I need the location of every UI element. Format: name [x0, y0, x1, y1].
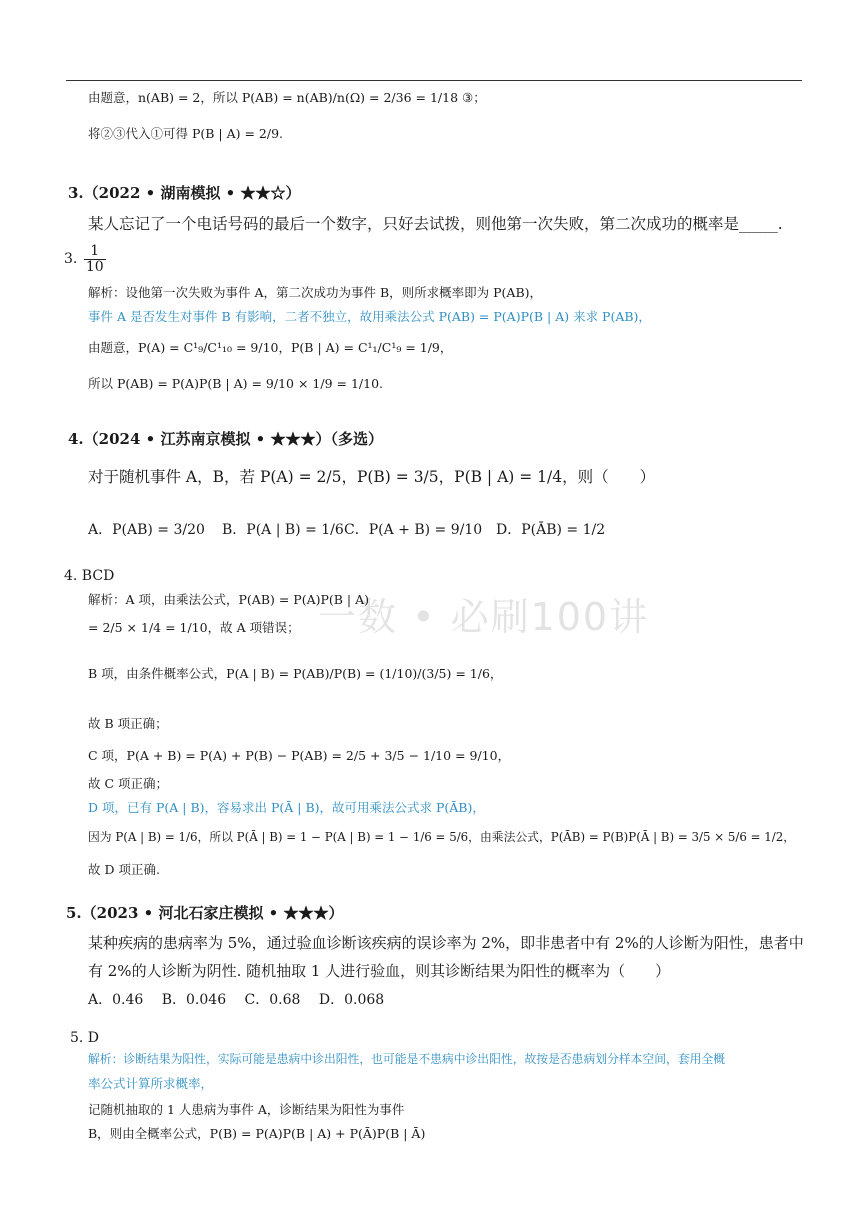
q5-options: A．0.46 B．0.046 C．0.68 D．0.068 — [88, 992, 385, 1008]
watermark: 一数 • 必刷100讲 — [318, 595, 650, 639]
q3-answer-denominator: 10 — [85, 258, 104, 275]
top-line-1: 由题意，n(AB) = 2，所以 P(AB) = n(AB)/n(Ω) = 2/36 = 1/18 ③； — [88, 90, 486, 105]
q4-sol-2: = 2/5 × 1/4 = 1/10，故 A 项错误； — [88, 620, 300, 635]
q4-sol-1: 解析：A 项，由乘法公式，P(AB) = P(A)P(B | A) — [88, 592, 370, 607]
q3-answer-no: 3. — [64, 251, 78, 268]
q4-option-a: A．P(AB) = 3/20 — [88, 522, 205, 538]
q4-sol-4: 故 B 项正确； — [88, 716, 168, 731]
q5-sol-4: B，则由全概率公式，P(B) = P(A)P(B | A) + P(Ā)P(B | Ā) — [88, 1126, 426, 1141]
q3-answer — [64, 244, 108, 274]
q4-option-d: D．P(ĀB) = 1/2 — [496, 522, 606, 538]
q4-sol-6: 故 C 项正确； — [88, 776, 169, 791]
q3-answer-numerator: 1 — [84, 244, 106, 260]
q3-sol-2: 事件 A 是否发生对事件 B 有影响，二者不独立，故用乘法公式 P(AB) = P(A)P(B | A) 来求 P(AB)， — [88, 309, 651, 324]
q4-body: 对于随机事件 A，B，若 P(A) = 2/5，P(B) = 3/5，P(B | A) = 1/4，则（ ） — [88, 468, 656, 486]
q4-answer: 4. BCD — [64, 568, 115, 584]
q5-sol-1: 解析：诊断结果为阳性，实际可能是患病中诊出阳性，也可能是不患病中诊出阳性，故按是否患病划分样本空间，套用全概 — [88, 1052, 726, 1066]
q4-sol-9: 故 D 项正确. — [88, 862, 160, 877]
q4-sol-7: D 项，已有 P(A | B)，容易求出 P(Ā | B)，故可用乘法公式求 P(ĀB)， — [88, 800, 485, 815]
header-rule — [66, 80, 802, 81]
q3-answer-fraction — [84, 244, 106, 274]
top-line-2: 将②③代入①可得 P(B | A) = 2/9. — [88, 126, 284, 141]
q4-option-b: B．P(A | B) = 1/6 — [222, 522, 344, 538]
q4-sol-3: B 项，由条件概率公式，P(A | B) = P(AB)/P(B) = (1/10)/(3/5) = 1/6， — [88, 666, 503, 681]
q5-answer: 5. D — [70, 1030, 100, 1046]
q4-header: 4.（2024 • 江苏南京模拟 • ★★★）（多选） — [68, 430, 383, 448]
q3-header: 3.（2022 • 湖南模拟 • ★★☆） — [68, 184, 301, 202]
q4-option-c: C．P(A + B) = 9/10 — [344, 522, 483, 538]
q5-header: 5.（2023 • 河北石家庄模拟 • ★★★） — [66, 904, 344, 922]
q4-sol-5: C 项，P(A + B) = P(A) + P(B) − P(AB) = 2/5 + 3/5 − 1/10 = 9/10， — [88, 748, 511, 763]
q5-body-2: 有 2%的人诊断为阴性. 随机抽取 1 人进行验血，则其诊断结果为阳性的概率为（ ） — [88, 962, 671, 980]
q3-body: 某人忘记了一个电话号码的最后一个数字，只好去试拨，则他第一次失败，第二次成功的概率是_____. — [88, 215, 783, 233]
q5-sol-3: 记随机抽取的 1 人患病为事件 A，诊断结果为阳性为事件 — [88, 1102, 405, 1117]
q3-sol-4: 所以 P(AB) = P(A)P(B | A) = 9/10 × 1/9 = 1/10. — [88, 376, 383, 391]
q3-sol-1: 解析：设他第一次失败为事件 A，第二次成功为事件 B，则所求概率即为 P(AB)， — [88, 285, 543, 300]
q3-sol-3: 由题意，P(A) = C¹₉/C¹₁₀ = 9/10，P(B | A) = C¹₁/C¹₉ = 1/9， — [88, 340, 453, 355]
q5-body-1: 某种疾病的患病率为 5%，通过验血诊断该疾病的误诊率为 2%，即非患者中有 2%的人诊断为阳性，患者中 — [88, 934, 804, 952]
q5-sol-2: 率公式计算所求概率， — [88, 1076, 214, 1091]
q4-sol-8: 因为 P(A | B) = 1/6，所以 P(Ā | B) = 1 − P(A | B) = 1 − 1/6 = 5/6，由乘法公式，P(ĀB) = P(B)P(Ā | B) = 3/5 × 5/6 = 1/2， — [88, 830, 795, 844]
